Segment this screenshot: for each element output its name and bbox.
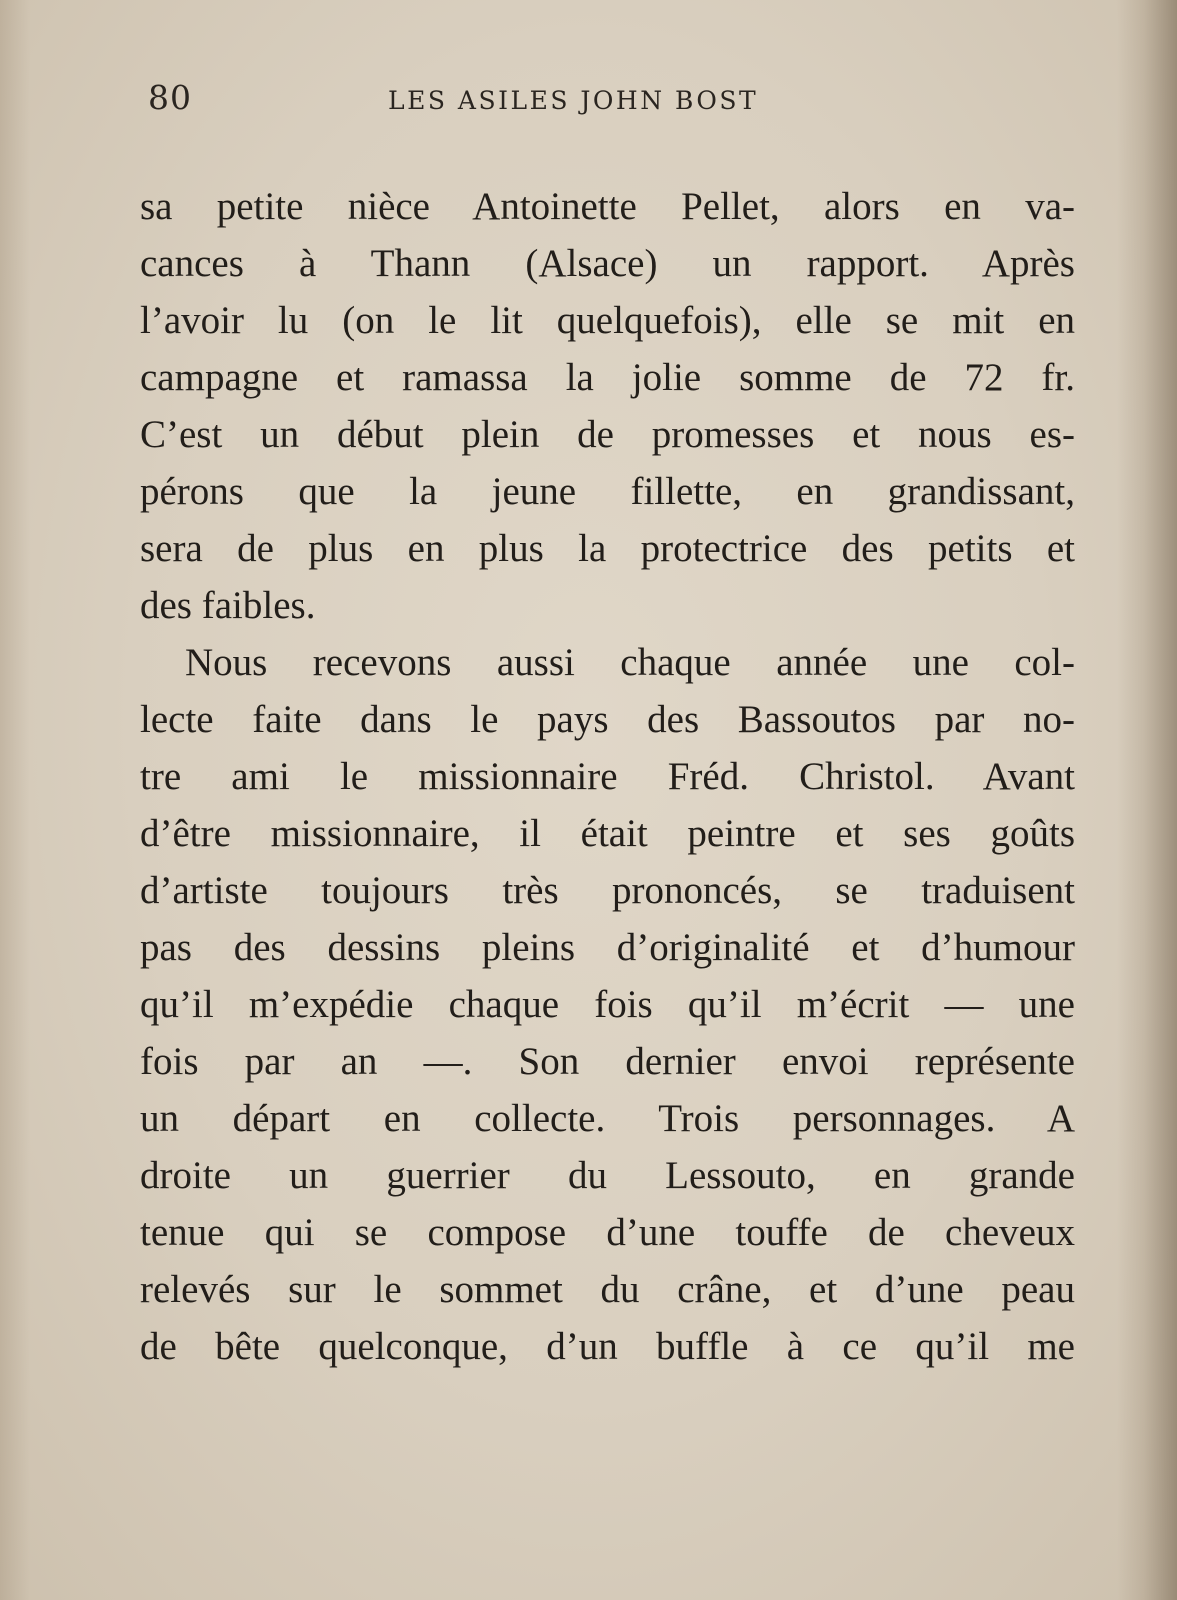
text-line: sera de plus en plus la protectrice des petits et xyxy=(140,527,1075,570)
page-number: 80 xyxy=(148,78,192,117)
text-line: campagne et ramassa la jolie somme de 72 fr. xyxy=(140,356,1075,399)
text-line: l’avoir lu (on le lit quelquefois), elle se mit en xyxy=(140,299,1075,342)
text-line: cances à Thann (Alsace) un rapport. Après xyxy=(140,242,1075,285)
text-line: droite un guerrier du Lessouto, en grande xyxy=(140,1154,1075,1197)
text-line: lecte faite dans le pays des Bassoutos par no- xyxy=(140,698,1075,741)
text-line: fois par an —. Son dernier envoi représente xyxy=(140,1040,1075,1083)
text-line: d’artiste toujours très prononcés, se traduisent xyxy=(140,869,1075,912)
text-line: de bête quelconque, d’un buffle à ce qu’il me xyxy=(140,1325,1075,1368)
text-line: un départ en collecte. Trois personnages. A xyxy=(140,1097,1075,1140)
text-line-paragraph-end: des faibles. xyxy=(140,584,316,627)
page-right-edge xyxy=(1117,0,1177,1600)
running-head xyxy=(148,78,848,118)
text-line: pérons que la jeune fillette, en grandissant, xyxy=(140,470,1075,513)
text-line: relevés sur le sommet du crâne, et d’une peau xyxy=(140,1268,1075,1311)
text-line: tenue qui se compose d’une touffe de cheveux xyxy=(140,1211,1075,1254)
text-line: pas des dessins pleins d’originalité et d’humour xyxy=(140,926,1075,969)
page-left-shadow xyxy=(0,0,30,1600)
text-line: sa petite nièce Antoinette Pellet, alors en va- xyxy=(140,185,1075,228)
text-line: C’est un début plein de promesses et nous es- xyxy=(140,413,1075,456)
text-line: qu’il m’expédie chaque fois qu’il m’écrit — une xyxy=(140,983,1075,1026)
body-text xyxy=(140,178,1075,1375)
running-title: LES ASILES JOHN BOST xyxy=(388,86,759,115)
text-line-paragraph-start: Nous recevons aussi chaque année une col- xyxy=(185,641,1075,684)
text-line: d’être missionnaire, il était peintre et ses goûts xyxy=(140,812,1075,855)
text-line: tre ami le missionnaire Fréd. Christol. Avant xyxy=(140,755,1075,798)
